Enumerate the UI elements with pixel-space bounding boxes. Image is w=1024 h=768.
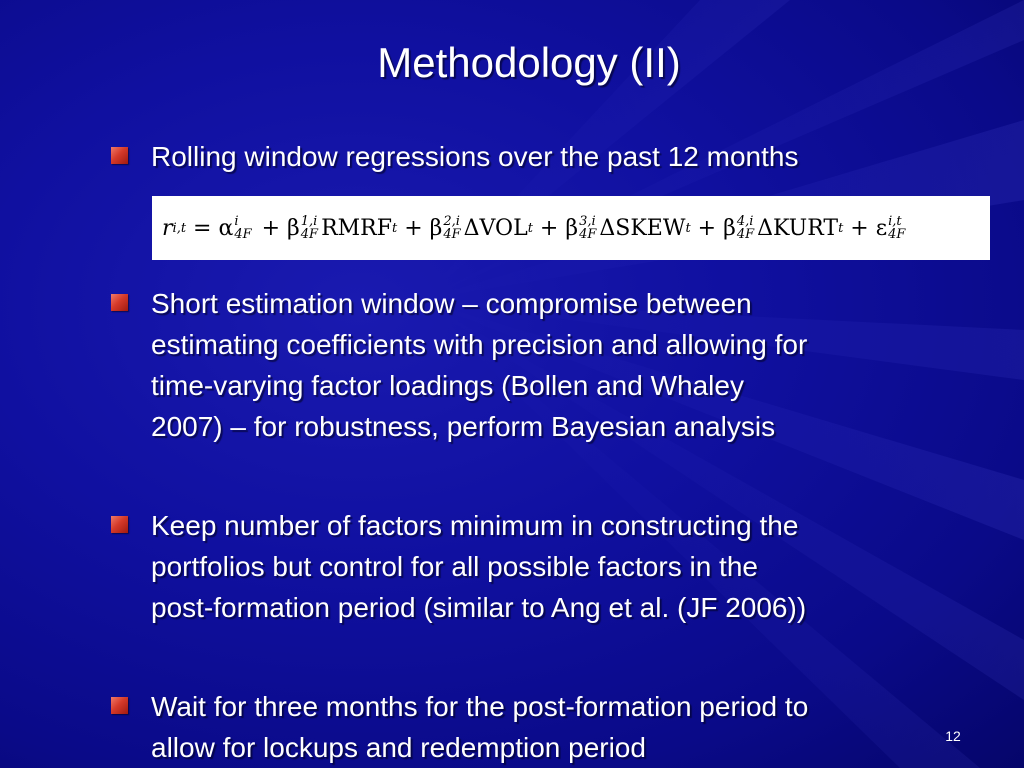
formula-beta-1: β 1,i 4F RMRF t (287, 214, 398, 242)
formula-beta-3: β 3,i 4F ΔSKEW t (565, 214, 691, 242)
bullet-text-4 (151, 686, 981, 768)
bullet-marker (111, 294, 128, 311)
regression-formula (152, 196, 990, 260)
bullet-line: portfolios but control for all possible factors in the (151, 551, 758, 582)
bullet-marker (111, 697, 128, 714)
bullet-line: Wait for three months for the post-formation period to (151, 691, 809, 722)
formula-beta-4: β 4,i 4F ΔKURT t (723, 214, 844, 242)
formula-lhs: r i,t (162, 215, 187, 241)
formula-plus: + (690, 215, 724, 241)
formula-plus: + (397, 215, 430, 241)
formula-beta-2: β 2,i 4F ΔVOL t (429, 214, 533, 242)
bullet-line: Short estimation window – compromise between (151, 288, 752, 319)
formula-plus: + (843, 215, 876, 241)
bullet-line: allow for lockups and redemption period (151, 732, 646, 763)
bullet-line: post-formation period (similar to Ang et al. (JF 2006)) (151, 592, 807, 623)
formula-epsilon: ε i,t 4F (875, 214, 906, 242)
bullet-marker (111, 147, 128, 164)
slide-number: 12 (945, 728, 961, 744)
formula-plus: + (532, 215, 566, 241)
slide-title: Methodology (II) (377, 39, 681, 86)
formula-plus: + (254, 215, 288, 241)
bullet-line: Keep number of factors minimum in constructing the (151, 510, 799, 541)
bullet-marker (111, 516, 128, 533)
bullet-text-2 (151, 283, 981, 447)
bullet-text-1 (151, 136, 981, 177)
bullet-line: estimating coefficients with precision and allowing for (151, 329, 808, 360)
bullet-text-3 (151, 505, 981, 628)
bullet-line: time-varying factor loadings (Bollen and Whaley (151, 370, 744, 401)
formula-alpha: α i 4F (218, 214, 252, 242)
bullet-line: Rolling window regressions over the past 12 months (151, 141, 799, 172)
bullet-line: 2007) – for robustness, perform Bayesian analysis (151, 411, 776, 442)
formula-equals: = (186, 215, 219, 241)
